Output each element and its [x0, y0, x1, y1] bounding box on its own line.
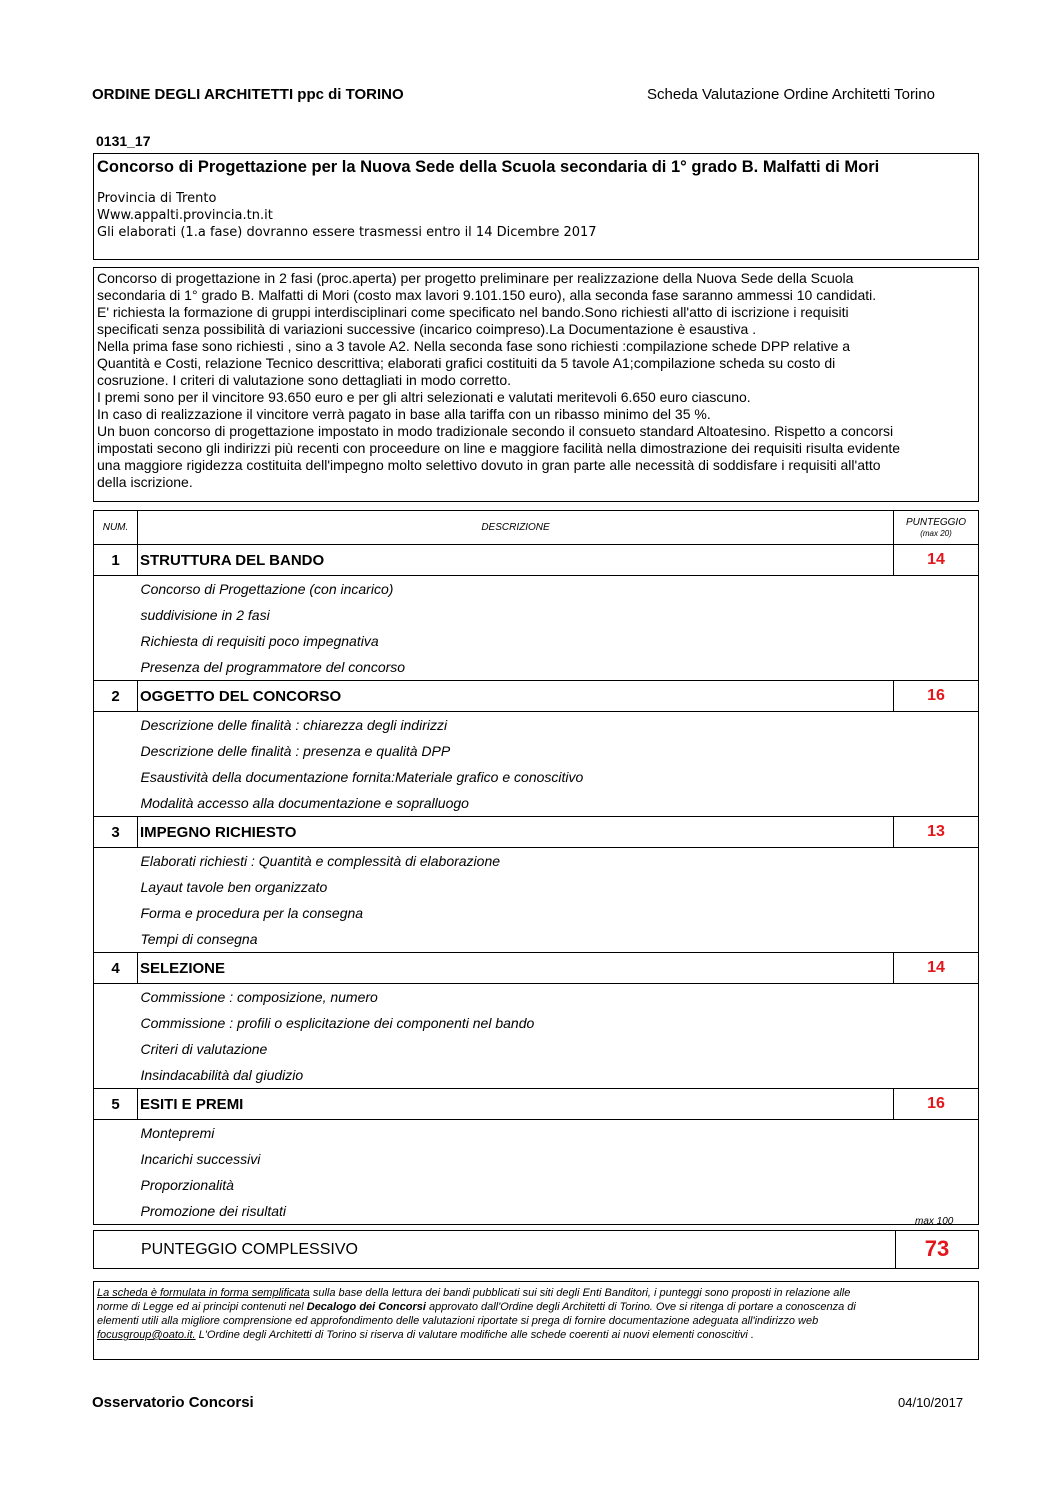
- description-line: una maggiore rigidezza costituita dell'impegno molto selettivo dovuto in gran parte alle necessità di soddisfare i requisiti all'atto: [97, 457, 881, 473]
- category-items: [138, 848, 979, 953]
- competition-code: 0131_17: [96, 133, 151, 149]
- category-items-row: [94, 712, 979, 817]
- list-item: Layaut tavole ben organizzato: [140, 879, 328, 895]
- description-line: specificati senza possibilità di variazioni successive (incarico coimpreso).La Documentazione è esaustiva .: [97, 321, 757, 337]
- category-score: 16: [894, 681, 979, 712]
- list-item: Proporzionalità: [140, 1177, 234, 1193]
- description-line: della iscrizione.: [97, 474, 193, 490]
- list-item: Commissione : composizione, numero: [140, 989, 378, 1005]
- description-box: [93, 267, 979, 502]
- header-organization: ORDINE DEGLI ARCHITETTI ppc di TORINO: [92, 86, 404, 103]
- category-name: SELEZIONE: [138, 953, 894, 984]
- footer-observatory: Osservatorio Concorsi: [92, 1394, 254, 1411]
- list-item: Commissione : profili o esplicitazione dei componenti nel bando: [140, 1015, 535, 1031]
- disclaimer-link[interactable]: La scheda è formulata in forma semplificata: [97, 1287, 310, 1299]
- category-items: [138, 984, 979, 1089]
- list-item: Richiesta di requisiti poco impegnativa: [140, 633, 379, 649]
- competition-info: [97, 190, 597, 241]
- score-header-label: PUNTEGGIO: [905, 516, 966, 528]
- header-document-title: Scheda Valutazione Ordine Architetti Torino: [647, 86, 935, 103]
- category-items-row: [94, 576, 979, 681]
- category-items-row: [94, 848, 979, 953]
- description-line: secondaria di 1° grado B. Malfatti di Mori (costo max lavori 9.101.150 euro), alla seconda fase saranno ammessi 10 candidati.: [97, 287, 877, 303]
- list-item: Esaustività della documentazione fornita:Materiale grafico e conoscitivo: [140, 769, 584, 785]
- disclaimer-text: [97, 1286, 975, 1342]
- disclaimer-box: [93, 1281, 979, 1360]
- category-row: [94, 681, 979, 712]
- description-line: E' richiesta la formazione di gruppi interdisciplinari come specificato nel bando.Sono richiesti all'atto di iscrizione i requisiti: [97, 304, 849, 320]
- list-item: Descrizione delle finalità : chiarezza degli indirizzi: [140, 717, 448, 733]
- category-score: 16: [894, 1089, 979, 1120]
- category-row: [94, 817, 979, 848]
- list-item: Incarichi successivi: [140, 1151, 261, 1167]
- category-name: IMPEGNO RICHIESTO: [138, 817, 894, 848]
- description-line: Un buon concorso di progettazione impostato in modo tradizionale secondo il consueto standard Altoatesino. Rispetto a concorsi: [97, 423, 894, 439]
- category-name: STRUTTURA DEL BANDO: [138, 545, 894, 576]
- list-item: Concorso di Progettazione (con incarico): [140, 581, 394, 597]
- category-items: [138, 1120, 979, 1225]
- category-name: ESITI E PREMI: [138, 1089, 894, 1120]
- category-row: [94, 545, 979, 576]
- info-deadline: Gli elaborati (1.a fase) dovranno essere trasmessi entro il 14 Dicembre 2017: [97, 225, 597, 240]
- title-box: [93, 153, 979, 260]
- email-link[interactable]: focusgroup@oato.it.: [97, 1329, 196, 1341]
- disclaimer-line: focusgroup@oato.it. L'Ordine degli Architetti di Torino si riserva di valutare modifiche alle schede coerenti ai nuovi elementi conoscitivi .: [97, 1329, 754, 1341]
- description-line: Concorso di progettazione in 2 fasi (proc.aperta) per progetto preliminare per realizzazione della Nuova Sede della Scuola: [97, 270, 854, 286]
- table-header-row: [94, 511, 979, 545]
- category-name: OGGETTO DEL CONCORSO: [138, 681, 894, 712]
- category-items-row: [94, 984, 979, 1089]
- description-text: [97, 270, 975, 491]
- list-item: Elaborati richiesti : Quantità e complessità di elaborazione: [140, 853, 501, 869]
- total-max-label: max 100: [915, 1216, 954, 1227]
- list-item: suddivisione in 2 fasi: [140, 607, 270, 623]
- category-number: 5: [94, 1089, 138, 1120]
- description-line: Nella prima fase sono richiesti , sino a 3 tavole A2. Nella seconda fase sono richiesti :compilazione schede DPP relative a: [97, 338, 851, 354]
- category-number: 3: [94, 817, 138, 848]
- description-line: impostati secono gli indirizzi più recenti con proceedure on line e maggiore facilità nella dimostrazione dei requisiti risulta evidente: [97, 440, 901, 456]
- column-header-score: [894, 511, 979, 545]
- category-number: 4: [94, 953, 138, 984]
- category-score: 14: [894, 953, 979, 984]
- list-item: Modalità accesso alla documentazione e sopralluogo: [140, 795, 469, 811]
- info-website: Www.appalti.provincia.tn.it: [97, 208, 273, 223]
- description-line: I premi sono per il vincitore 93.650 euro e per gli altri selezionati e valutati meritevoli 6.650 euro ciascuno.: [97, 389, 751, 405]
- competition-title: Concorso di Progettazione per la Nuova Sede della Scuola secondaria di 1° grado B. Malfatti di Mori: [97, 158, 880, 176]
- footer-date: 04/10/2017: [898, 1395, 964, 1410]
- description-line: cosruzione. I criteri di valutazione sono dettagliati in modo corretto.: [97, 372, 511, 388]
- category-items-row: [94, 1120, 979, 1225]
- disclaimer-line: elementi utili alla migliore comprensione ed approfondimento delle valutazioni riportate si prega di fornire documentazione adeguata all'indirizzo web: [97, 1315, 819, 1327]
- disclaimer-line: La scheda è formulata in forma semplificata sulla base della lettura dei bandi pubblicati sui siti degli Enti Banditori, i punteggi sono proposti in relazione alle: [97, 1287, 851, 1299]
- column-header-description: DESCRIZIONE: [138, 511, 894, 545]
- column-header-num: NUM.: [94, 511, 138, 545]
- score-header-max: (max 20): [920, 528, 952, 538]
- evaluation-table: [93, 510, 979, 1225]
- disclaimer-line: norme di Legge ed ai principi contenuti nel Decalogo dei Concorsi approvato dall'Ordine degli Architetti di Torino. Ove si ritenga di portare a conoscenza di: [97, 1301, 856, 1313]
- list-item: Forma e procedura per la consegna: [140, 905, 364, 921]
- category-items: [138, 576, 979, 681]
- category-number: 1: [94, 545, 138, 576]
- total-score-label: PUNTEGGIO COMPLESSIVO: [141, 1241, 358, 1258]
- info-province: Provincia di Trento: [97, 191, 217, 206]
- list-item: Promozione dei risultati: [140, 1203, 287, 1219]
- category-score: 14: [894, 545, 979, 576]
- decalogo-reference: Decalogo dei Concorsi: [306, 1301, 426, 1313]
- category-number: 2: [94, 681, 138, 712]
- list-item: Montepremi: [140, 1125, 215, 1141]
- list-item: Criteri di valutazione: [140, 1041, 268, 1057]
- list-item: Tempi di consegna: [140, 931, 258, 947]
- category-items: [138, 712, 979, 817]
- total-score-box: [93, 1230, 979, 1269]
- category-score: 13: [894, 817, 979, 848]
- total-score-value: 73: [924, 1236, 950, 1261]
- category-row: [94, 953, 979, 984]
- description-line: In caso di realizzazione il vincitore verrà pagato in base alla tariffa con un ribasso minimo del 35 %.: [97, 406, 711, 422]
- category-row: [94, 1089, 979, 1120]
- list-item: Descrizione delle finalità : presenza e qualità DPP: [140, 743, 451, 759]
- description-line: Quantità e Costi, relazione Tecnico descrittiva; elaborati grafici costituiti da 5 tavole A1;compilazione scheda su costo di: [97, 355, 836, 371]
- list-item: Presenza del programmatore del concorso: [140, 659, 406, 675]
- list-item: Insindacabilità dal giudizio: [140, 1067, 304, 1083]
